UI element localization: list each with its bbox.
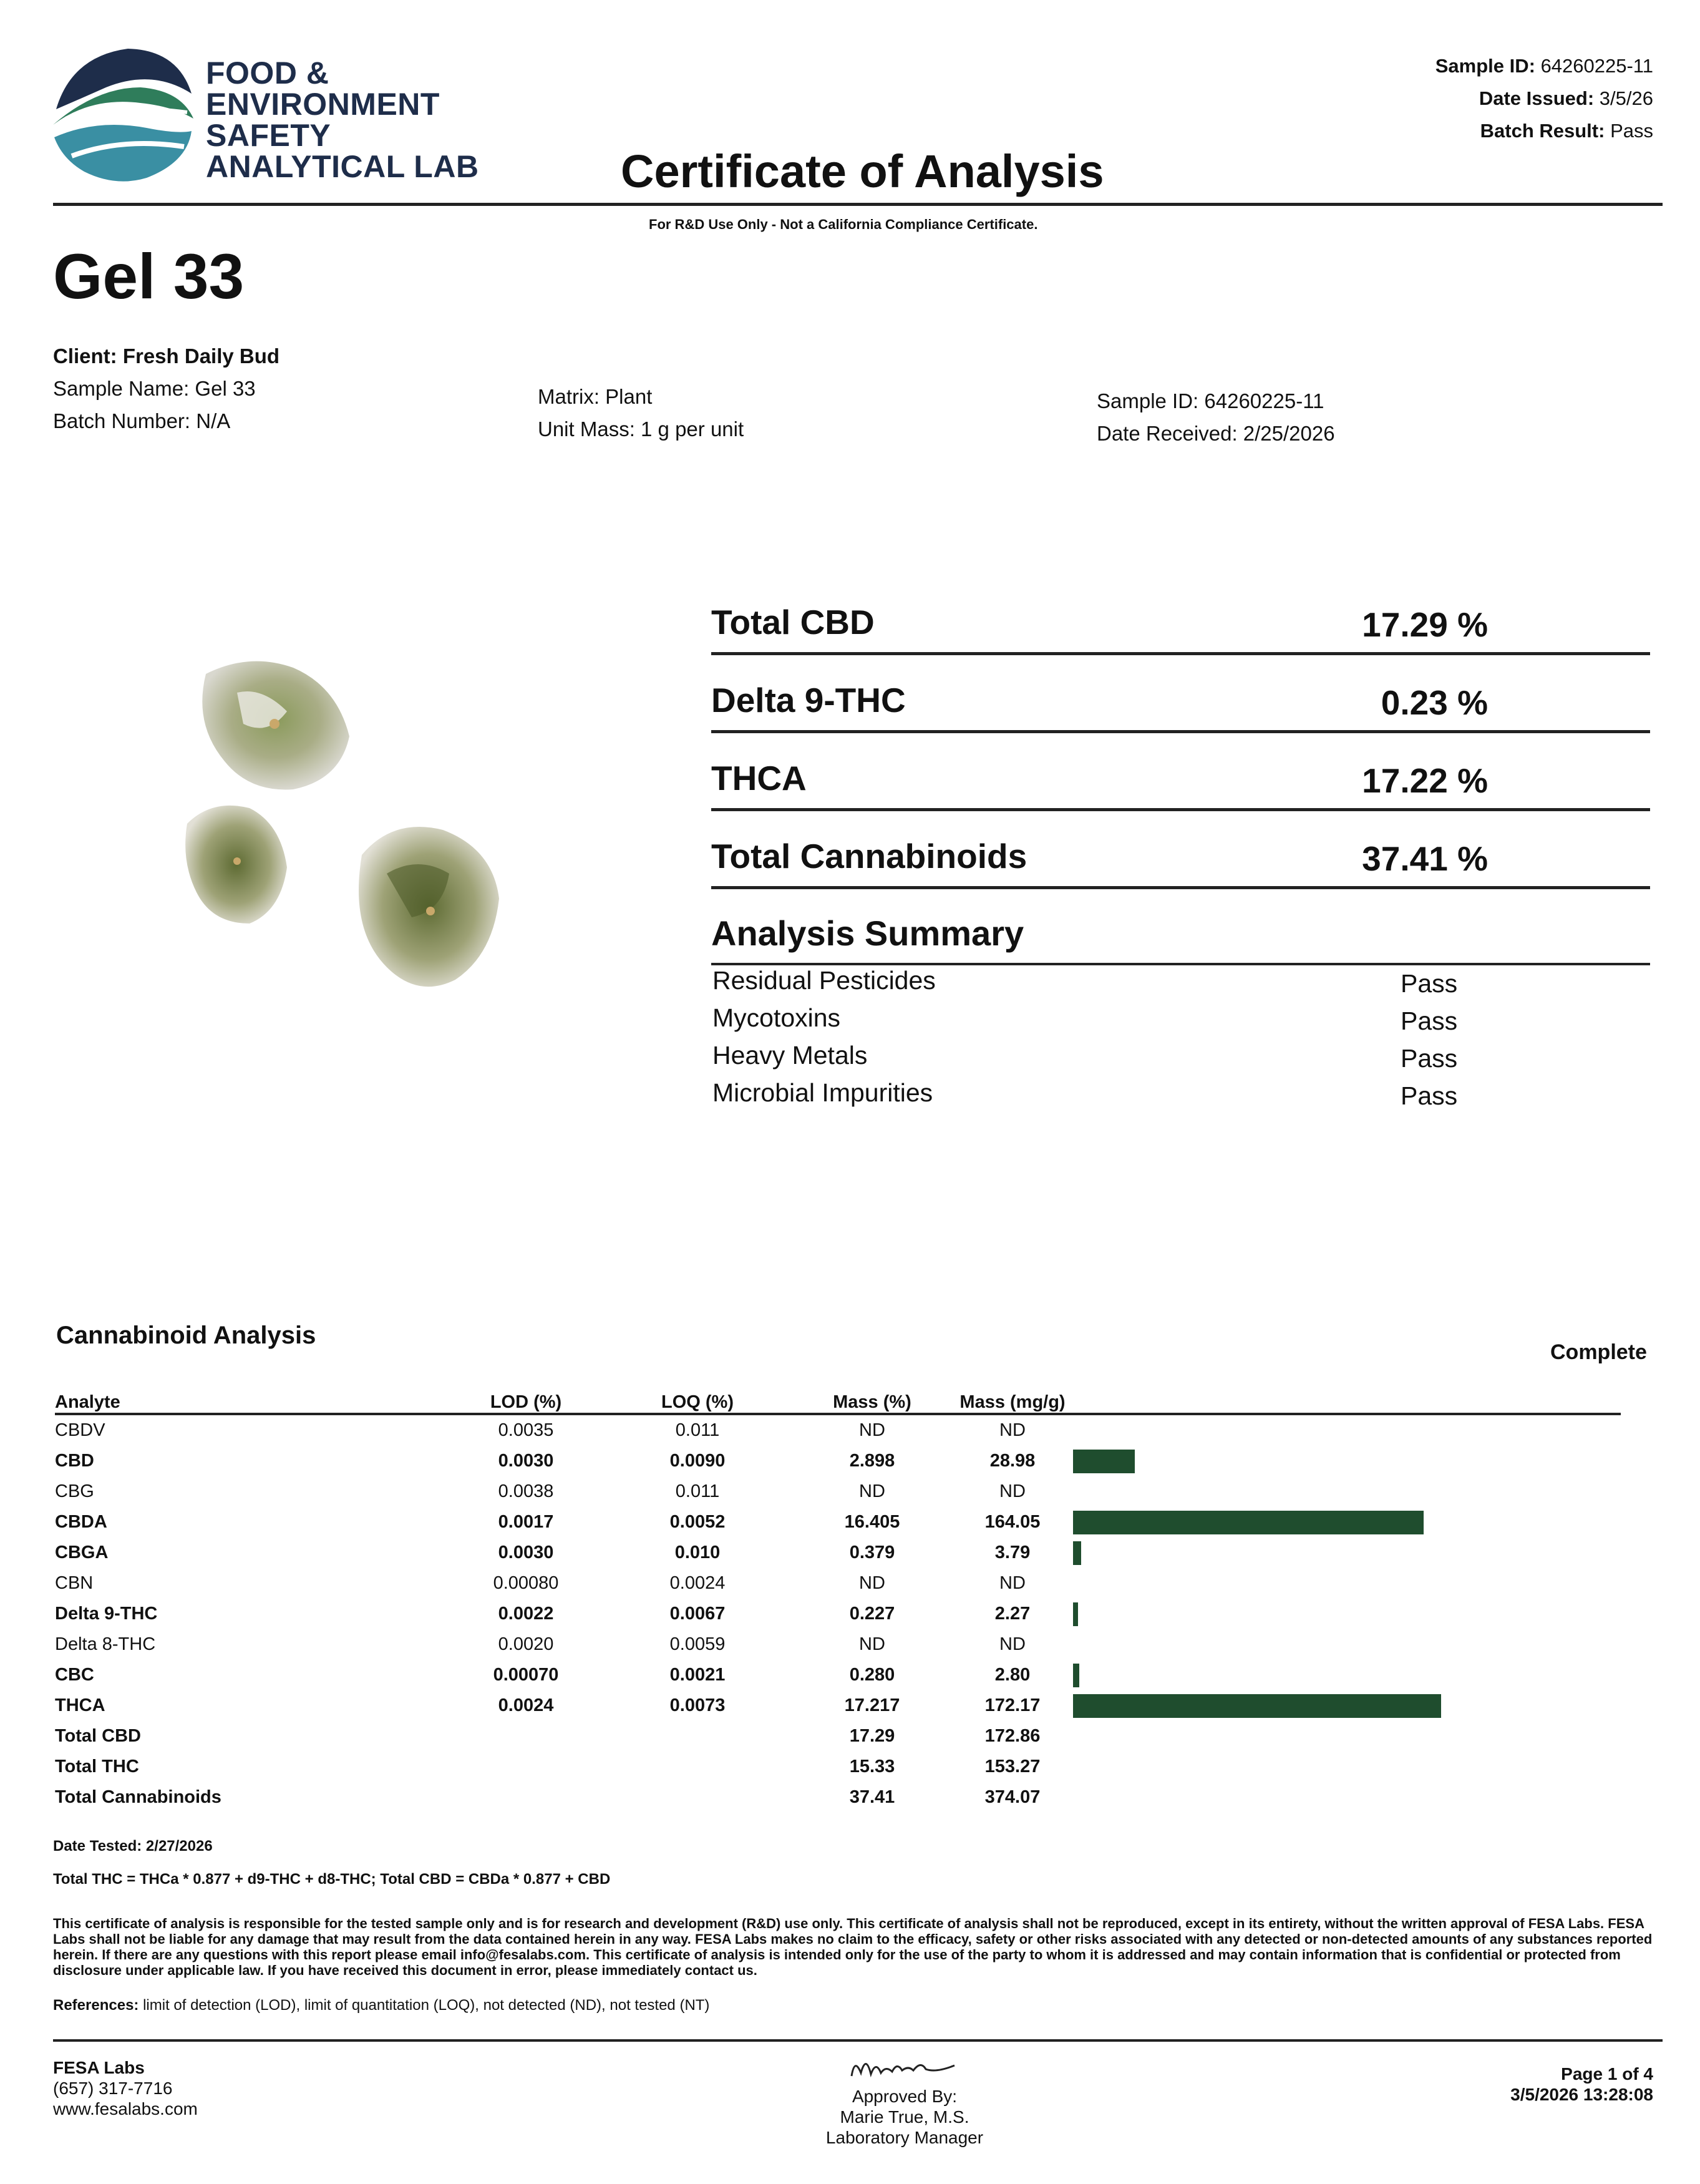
cell-analyte: CBG <box>55 1481 94 1501</box>
page-info <box>1510 2064 1653 2105</box>
cell-mass-mg: 374.07 <box>984 1787 1041 1807</box>
cell-bar <box>1066 1507 1621 1538</box>
analysis-result: Pass <box>1401 969 1458 998</box>
cell-loq <box>610 1752 785 1782</box>
cell-bar <box>1066 1752 1621 1782</box>
cell-mass-mg: ND <box>999 1573 1026 1593</box>
matrix: Matrix: Plant <box>538 385 653 408</box>
col-bar <box>1066 1387 1621 1414</box>
table-row <box>55 1568 1621 1599</box>
cell-analyte: Total CBD <box>55 1726 142 1746</box>
cell-bar <box>1066 1568 1621 1599</box>
cell-bar <box>1066 1599 1621 1629</box>
cell-loq: 0.011 <box>675 1481 720 1501</box>
sample-info <box>1097 385 1335 450</box>
cell-bar <box>1066 1690 1621 1721</box>
analysis-item: Microbial Impurities <box>712 1078 933 1107</box>
summary-total-cbd: Total CBD 17.29 % <box>711 602 1650 678</box>
table-row <box>55 1721 1621 1752</box>
cell-mass-pct: 0.227 <box>849 1604 895 1624</box>
cannabinoid-analysis-title: Cannabinoid Analysis <box>56 1322 316 1349</box>
col-loq: LOQ (%) <box>610 1387 785 1414</box>
approver-name: Marie True, M.S. <box>840 2107 969 2127</box>
cell-bar <box>1066 1721 1621 1752</box>
mass-bar <box>1073 1664 1079 1687</box>
cell-analyte: CBD <box>55 1451 94 1471</box>
cell-mass-pct: 0.280 <box>849 1665 895 1685</box>
cell-mass-pct: 16.405 <box>844 1512 900 1532</box>
summary-thca: THCA 17.22 % <box>711 758 1650 834</box>
cell-bar <box>1066 1446 1621 1476</box>
cell-loq: 0.0052 <box>669 1512 726 1532</box>
cell-loq: 0.0090 <box>669 1451 726 1471</box>
cell-loq: 0.0067 <box>669 1604 726 1624</box>
approver-title: Laboratory Manager <box>825 2128 984 2147</box>
header-date-issued: 3/5/26 <box>1599 87 1653 109</box>
cell-loq: 0.011 <box>675 1420 720 1440</box>
batch-number: Batch Number: N/A <box>53 409 231 432</box>
table-row <box>55 1782 1621 1813</box>
table-header-row <box>55 1387 1621 1414</box>
analysis-status: Complete <box>1550 1340 1647 1364</box>
cell-bar <box>1066 1782 1621 1813</box>
cell-mass-mg: 2.80 <box>994 1665 1031 1685</box>
cell-analyte: Total THC <box>55 1757 139 1777</box>
report-timestamp: 3/5/2026 13:28:08 <box>1510 2085 1653 2104</box>
col-analyte: Analyte <box>55 1387 442 1414</box>
analysis-result: Pass <box>1401 1044 1458 1073</box>
cell-mass-mg: ND <box>999 1481 1026 1501</box>
cell-lod: 0.0024 <box>498 1695 554 1715</box>
cell-bar <box>1066 1629 1621 1660</box>
matrix-info <box>538 381 744 446</box>
cell-loq: 0.0073 <box>669 1695 726 1715</box>
analysis-result: Pass <box>1401 1007 1458 1035</box>
page-number: Page 1 of 4 <box>1561 2064 1653 2084</box>
cell-mass-mg: 172.17 <box>984 1695 1041 1715</box>
table-row <box>55 1507 1621 1538</box>
cell-analyte: CBGA <box>55 1543 109 1562</box>
footer-rule <box>53 2039 1663 2042</box>
cell-lod <box>442 1782 610 1813</box>
cell-analyte: Total Cannabinoids <box>55 1787 221 1807</box>
date-received: Date Received: 2/25/2026 <box>1097 422 1335 445</box>
cell-mass-mg: 2.27 <box>994 1604 1031 1624</box>
cell-bar <box>1066 1414 1621 1446</box>
unit-mass: Unit Mass: 1 g per unit <box>538 417 744 441</box>
approver-signature <box>848 2048 961 2085</box>
footer-phone: (657) 317-7716 <box>53 2079 173 2098</box>
cell-loq <box>610 1782 785 1813</box>
references: References: limit of detection (LOD), limit of quantitation (LOQ), not detected (ND), not tested (NT) <box>53 1997 710 2014</box>
cannabinoid-table <box>55 1387 1621 1813</box>
cell-mass-mg: 28.98 <box>989 1451 1036 1471</box>
cannabis-bud-icon <box>181 649 530 998</box>
cell-mass-mg: 172.86 <box>984 1726 1041 1746</box>
cell-lod: 0.00070 <box>493 1665 559 1685</box>
cell-analyte: Delta 9-THC <box>55 1604 158 1624</box>
cell-bar <box>1066 1660 1621 1690</box>
cell-mass-pct: ND <box>859 1573 885 1593</box>
analysis-item: Residual Pesticides <box>712 966 936 995</box>
summary-delta9-thc: Delta 9-THC 0.23 % <box>711 680 1650 756</box>
cell-loq: 0.0021 <box>669 1665 726 1685</box>
footer-website: www.fesalabs.com <box>53 2099 198 2118</box>
cell-lod <box>442 1752 610 1782</box>
lab-name: FOOD & ENVIRONMENT SAFETY ANALYTICAL LAB <box>206 56 479 184</box>
table-row <box>55 1752 1621 1782</box>
summary-total-cannabinoids: Total Cannabinoids 37.41 % <box>711 836 1650 912</box>
product-photo <box>181 649 530 998</box>
table-row <box>55 1538 1621 1568</box>
disclaimer: This certificate of analysis is responsible for the tested sample only and is for research and development (R&D) use only. This certificate of analysis shall not be reproduced, except in its entirety, without the written approval of FESA Labs. FESA Labs shall not be liable for any damage that may result from the data contained herein in any way. FESA Labs makes no claim to the efficacy, safety or other risks associated with any detected or non-detected amounts of any substances reported herein. If there are any questions with this report please email info@fesalabs.com. This certificate of analysis is intended only for the use of the party to whom it is addressed and may contain information that is confidential or protected from disclosure under applicable law. If you have received this document in error, please immediately contact us. <box>53 1916 1653 1978</box>
cell-analyte: Delta 8-THC <box>55 1634 156 1654</box>
cell-lod: 0.0030 <box>498 1543 554 1562</box>
header-rule <box>53 203 1663 206</box>
table-row <box>55 1660 1621 1690</box>
cell-mass-pct: 15.33 <box>849 1757 895 1777</box>
cell-lod: 0.0035 <box>498 1420 554 1440</box>
analysis-item: Mycotoxins <box>712 1003 841 1032</box>
sample-name: Sample Name: Gel 33 <box>53 377 256 400</box>
cell-mass-pct: 37.41 <box>849 1787 895 1807</box>
cell-analyte: CBDV <box>55 1420 105 1440</box>
cell-loq <box>610 1721 785 1752</box>
cell-analyte: CBN <box>55 1573 94 1593</box>
table-row <box>55 1599 1621 1629</box>
cell-analyte: CBC <box>55 1665 94 1685</box>
approval-block: Approved By: Marie True, M.S. Laboratory Manager <box>780 2086 1029 2148</box>
cell-lod: 0.00080 <box>493 1573 559 1593</box>
col-lod: LOD (%) <box>442 1387 610 1414</box>
analysis-summary-rule <box>711 963 1650 965</box>
cell-loq: 0.0024 <box>669 1573 726 1593</box>
cell-lod: 0.0030 <box>498 1451 554 1471</box>
cell-mass-pct: 17.29 <box>849 1726 895 1746</box>
cell-mass-mg: 164.05 <box>984 1512 1041 1532</box>
cell-lod: 0.0020 <box>498 1634 554 1654</box>
cell-analyte: THCA <box>55 1695 105 1715</box>
formula-note: Total THC = THCa * 0.877 + d9-THC + d8-THC; Total CBD = CBDa * 0.877 + CBD <box>53 1871 611 1888</box>
lab-logo <box>47 44 197 187</box>
cell-lod: 0.0038 <box>498 1481 554 1501</box>
cell-mass-pct: ND <box>859 1481 885 1501</box>
lab-logo-icon <box>47 44 197 187</box>
mass-bar <box>1073 1694 1441 1718</box>
cell-mass-pct: 17.217 <box>844 1695 900 1715</box>
table-row <box>55 1690 1621 1721</box>
table-row <box>55 1629 1621 1660</box>
header-batch-result: Pass <box>1610 120 1653 142</box>
cell-mass-mg: 153.27 <box>984 1757 1041 1777</box>
table-row <box>55 1476 1621 1507</box>
cell-mass-mg: ND <box>999 1420 1026 1440</box>
date-tested: Date Tested: 2/27/2026 <box>53 1838 213 1855</box>
cell-mass-pct: ND <box>859 1634 885 1654</box>
col-mass-mg: Mass (mg/g) <box>959 1387 1066 1414</box>
client-info <box>53 340 279 437</box>
rd-use-note: For R&D Use Only - Not a California Compliance Certificate. <box>649 217 1038 232</box>
mass-bar <box>1073 1602 1078 1626</box>
cell-lod: 0.0017 <box>498 1512 554 1532</box>
mass-bar <box>1073 1541 1081 1565</box>
signature-icon <box>848 2048 961 2085</box>
table-row <box>55 1446 1621 1476</box>
document-title: Certificate of Analysis <box>621 145 1104 197</box>
cell-bar <box>1066 1538 1621 1568</box>
cell-loq: 0.010 <box>674 1543 721 1562</box>
cell-lod: 0.0022 <box>498 1604 554 1624</box>
cell-mass-mg: 3.79 <box>994 1543 1031 1562</box>
analysis-item: Heavy Metals <box>712 1041 868 1070</box>
cell-lod <box>442 1721 610 1752</box>
cell-mass-mg: ND <box>999 1634 1026 1654</box>
col-mass-pct: Mass (%) <box>785 1387 959 1414</box>
sample-id: Sample ID: 64260225-11 <box>1097 389 1324 412</box>
cell-mass-pct: 0.379 <box>849 1543 895 1562</box>
header-sample-id: 64260225-11 <box>1540 55 1653 77</box>
footer-company: FESA Labs (657) 317-7716 www.fesalabs.com <box>53 2058 198 2118</box>
header-meta: Sample ID: 64260225-11 Date Issued: 3/5/26 Batch Result: Pass <box>1435 55 1653 142</box>
mass-bar <box>1073 1450 1135 1473</box>
cell-mass-pct: 2.898 <box>849 1451 895 1471</box>
analysis-summary-title: Analysis Summary <box>711 914 1024 953</box>
cell-analyte: CBDA <box>55 1512 107 1532</box>
analysis-result: Pass <box>1401 1081 1458 1110</box>
client-name: Client: Fresh Daily Bud <box>53 344 280 368</box>
cell-loq: 0.0059 <box>669 1634 726 1654</box>
cell-mass-pct: ND <box>859 1420 885 1440</box>
cell-bar <box>1066 1476 1621 1507</box>
table-row <box>55 1414 1621 1446</box>
mass-bar <box>1073 1511 1424 1534</box>
product-name: Gel 33 <box>53 241 245 312</box>
